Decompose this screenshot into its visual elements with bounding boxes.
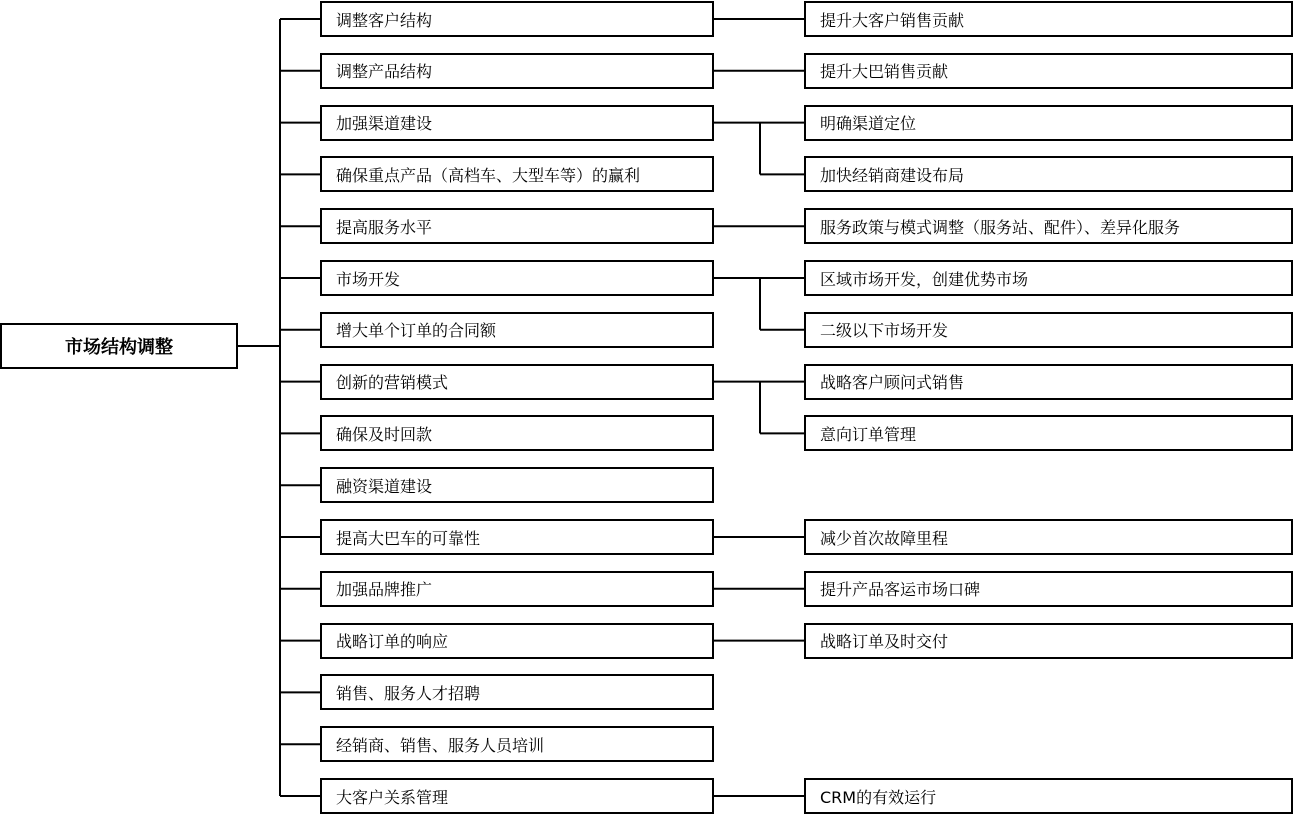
leaf-node: 区域市场开发，创建优势市场 bbox=[804, 260, 1293, 296]
leaf-node: 加快经销商建设布局 bbox=[804, 156, 1293, 192]
leaf-node: 战略客户顾问式销售 bbox=[804, 364, 1293, 400]
branch-node: 融资渠道建设 bbox=[320, 467, 714, 503]
leaf-node: 提升产品客运市场口碑 bbox=[804, 571, 1293, 607]
branch-node: 增大单个订单的合同额 bbox=[320, 312, 714, 348]
branch-node: 确保重点产品（高档车、大型车等）的赢利 bbox=[320, 156, 714, 192]
branch-node: 市场开发 bbox=[320, 260, 714, 296]
leaf-node: 服务政策与模式调整（服务站、配件）、差异化服务 bbox=[804, 208, 1293, 244]
leaf-node: 减少首次故障里程 bbox=[804, 519, 1293, 555]
leaf-node: 战略订单及时交付 bbox=[804, 623, 1293, 659]
branch-node: 经销商、销售、服务人员培训 bbox=[320, 726, 714, 762]
branch-node: 加强品牌推广 bbox=[320, 571, 714, 607]
branch-node: 加强渠道建设 bbox=[320, 105, 714, 141]
branch-node: 战略订单的响应 bbox=[320, 623, 714, 659]
branch-node: 提高大巴车的可靠性 bbox=[320, 519, 714, 555]
branch-node: 创新的营销模式 bbox=[320, 364, 714, 400]
leaf-node: 二级以下市场开发 bbox=[804, 312, 1293, 348]
branch-node: 销售、服务人才招聘 bbox=[320, 674, 714, 710]
leaf-node: 意向订单管理 bbox=[804, 415, 1293, 451]
branch-node: 调整客户结构 bbox=[320, 1, 714, 37]
leaf-node: CRM的有效运行 bbox=[804, 778, 1293, 814]
leaf-node: 明确渠道定位 bbox=[804, 105, 1293, 141]
branch-node: 确保及时回款 bbox=[320, 415, 714, 451]
leaf-node: 提升大巴销售贡献 bbox=[804, 53, 1293, 89]
branch-node: 大客户关系管理 bbox=[320, 778, 714, 814]
branch-node: 提高服务水平 bbox=[320, 208, 714, 244]
leaf-node: 提升大客户销售贡献 bbox=[804, 1, 1293, 37]
root-node: 市场结构调整 bbox=[0, 323, 238, 369]
branch-node: 调整产品结构 bbox=[320, 53, 714, 89]
